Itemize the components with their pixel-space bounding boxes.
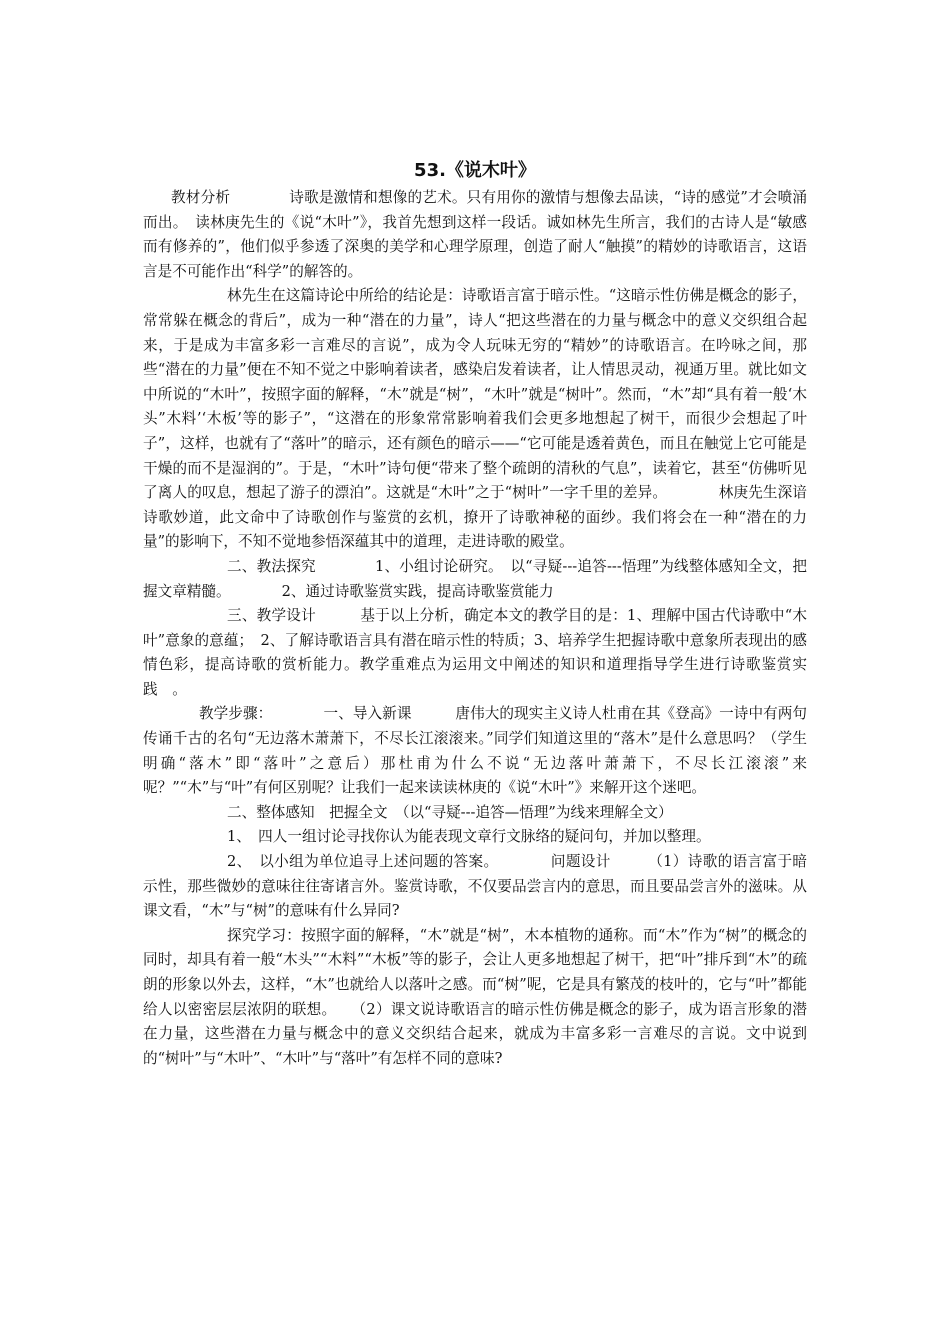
paragraph-step-2: 2、 以小组为单位追寻上述问题的答案。 问题设计 （1）诗歌的语言富于暗示性，那些微妙的意味往往寄诸言外。鉴赏诗歌，不仅要品尝言内的意思，而且要品尝言外的滋味。从课文看，“木”与“树”的意味有什么异同?: [143, 853, 807, 920]
document-title: 53.《说木叶》: [414, 160, 536, 181]
paragraph-teaching-steps: 教学步骤： 一、导入新课 唐伟大的现实主义诗人杜甫在其《登高》一诗中有两句传诵千古的名句“无边落木萧萧下，不尽长江滚滚来。”同学们知道这里的“落木”是什么意思吗？（学生明确“落木”即“落叶”之意后）那杜甫为什么不说“无边落叶萧萧下，不尽长江滚滚”来呢？”“木”与“叶”有何区别呢？让我们一起来读读林庚的《说“木叶”》来解开这个迷吧。: [143, 705, 807, 797]
paragraph-step-1: 1、 四人一组讨论寻找你认为能表现文章行文脉络的疑问句，并加以整理。: [227, 828, 711, 846]
paragraph-conclusion: 林先生在这篇诗论中所给的结论是：诗歌语言富于暗示性。“这暗示性仿佛是概念的影子，常常躲在概念的背后”，成为一种“潜在的力量”，诗人“把这些潜在的力量与概念中的意义交织组合起来，于是成为丰富多彩一言难尽的言说”，成为令人玩味无穷的“精妙”的诗歌语言。在吟咏之间，那些“潜在的力量”便在不知不觉之中影响着读者，感染启发着读者，让人情思灵动，视通万里。就比如文中所说的“木叶”，按照字面的解释，“木”就是“树”，“木叶”就是“树叶”。然而，“木”却“具有着一般‘木头”木料’‘木板’等的影子”，“这潜在的形象常常影响着我们会更多地想起了树干，而很少会想起了叶子”，这样，也就有了“落叶”的暗示，还有颜色的暗示——“它可能是透着黄色，而且在触觉上它可能是干燥的而不是湿润的”。于是，“木叶”诗句便“带来了整个疏朗的清秋的气息”，读着它，甚至“仿佛听见了离人的叹息，想起了游子的漂泊”。这就是“木叶”之于“树叶”一字千里的差异。 林庚先生深谙诗歌妙道，此文命中了诗歌创作与鉴赏的玄机，撩开了诗歌神秘的面纱。我们将会在一种“潜在的力量”的影响下，不知不觉地参悟深蕴其中的道理，走进诗歌的殿堂。: [143, 287, 807, 551]
paragraph-teaching-design: 三、教学设计 基于以上分析，确定本文的教学目的是：1、理解中国古代诗歌中“木叶”意象的意蕴； 2、了解诗歌语言具有潜在暗示性的特质；3、培养学生把握诗歌中意象所表现出的感情色彩，提高诗歌的赏析能力。教学重难点为运用文中阐述的知识和道理指导学生进行诗歌鉴赏实践 。: [143, 607, 807, 698]
document-page: [143, 160, 807, 1071]
paragraph-overall-perception: 二、整体感知 把握全文 （以“寻疑---追答—悟理”为线来理解全文）: [227, 803, 673, 821]
paragraph-teaching-method: 二、教法探究 1、小组讨论研究。 以“寻疑---追答---悟理”为线整体感知全文，把握文章精髓。 2、通过诗歌鉴赏实践，提高诗歌鉴赏能力: [143, 557, 807, 600]
paragraph-textbook-analysis: 教材分析 诗歌是激情和想像的艺术。只有用你的激情与想像去品读，“诗的感觉”才会喷涌而出。 读林庚先生的《说“木叶”》，我首先想到这样一段话。诚如林先生所言，我们的古诗人是“敏感而有修养的”，他们似乎参透了深奥的美学和心理学原理，创造了耐人“触摸”的精妙的诗歌语言，这语言是不可能作出“科学”的解答的。: [143, 189, 807, 280]
paragraph-exploration: 探究学习：按照字面的解释，“木”就是“树”，木本植物的通称。而“木”作为“树”的概念的同时，却具有着一般“木头”“木料”“木板”等的影子，会让人更多地想起了树干，把“叶”排斥到“木”的疏朗的形象以外去，这样，“木”也就给人以落叶之感。而“树”呢，它是具有繁茂的枝叶的，它与“叶”都能给人以密密层层浓阴的联想。 （2）课文说诗歌语言的暗示性仿佛是概念的影子，成为语言形象的潜在力量，这些潜在力量与概念中的意义交织结合起来，就成为丰富多彩一言难尽的言说。文中说到的“树叶”与“木叶”、“木叶”与“落叶”有怎样不同的意味?: [143, 926, 807, 1067]
